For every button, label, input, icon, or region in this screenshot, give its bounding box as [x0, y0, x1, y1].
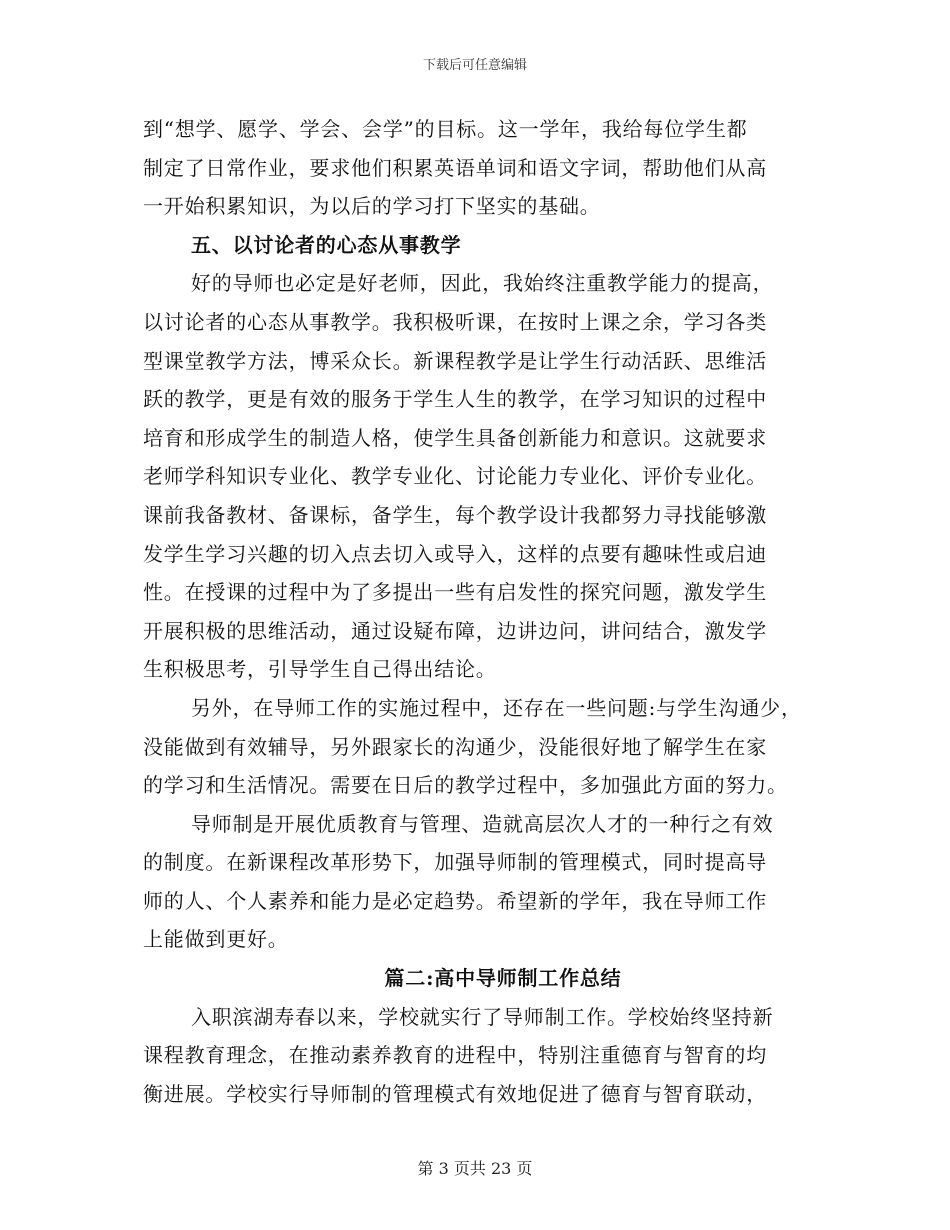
text-line: 培育和形成学生的制造人格，使学生具备创新能力和意识。这就要求 — [143, 425, 767, 450]
text-line: 课前我备教材、备课标，备学生，每个教学设计我都努力寻找能够激 — [143, 502, 767, 527]
text-line: 生积极思考，引导学生自己得出结论。 — [143, 657, 497, 682]
section-heading: 五、以讨论者的心态从事教学 — [191, 232, 462, 257]
text-line: 到“想学、愿学、学会、会学”的目标。这一学年，我给每位学生都 — [143, 117, 748, 141]
text-line: 导师制是开展优质教育与管理、造就高层次人才的一种行之有效 — [191, 811, 774, 836]
text-line: 好的导师也必定是好老师，因此，我始终注重教学能力的提高， — [191, 271, 774, 296]
text-line: 跃的教学，更是有效的服务于学生人生的教学，在学习知识的过程中 — [143, 387, 767, 412]
text-line: 开展积极的思维活动，通过设疑布障，边讲边问，讲问结合，激发学 — [143, 618, 767, 643]
page-header: 下载后可任意编辑 — [422, 58, 527, 73]
text-line: 型课堂教学方法，博采众长。新课程教学是让学生行动活跃、思维活 — [143, 348, 767, 373]
text-line: 一开始积累知识，为以后的学习打下坚实的基础。 — [143, 194, 601, 219]
text-line: 课程教育理念，在推动素养教育的进程中，特别注重德育与智育的均 — [143, 1043, 767, 1068]
section-title: 篇二:高中导师制工作总结 — [384, 966, 622, 991]
text-line: 的学习和生活情况。需要在日后的教学过程中，多加强此方面的努力。 — [143, 773, 788, 798]
text-line: 师的人、个人素养和能力是必定趋势。希望新的学年，我在导师工作 — [143, 888, 767, 913]
text-line: 入职滨湖寿春以来，学校就实行了导师制工作。学校始终坚持新 — [191, 1004, 774, 1029]
text-line: 性。在授课的过程中为了多提出一些有启发性的探究问题，激发学生 — [143, 580, 767, 605]
text-line: 的制度。在新课程改革形势下，加强导师制的管理模式，同时提高导 — [143, 850, 767, 875]
document-body — [143, 110, 823, 1113]
text-line: 发学生学习兴趣的切入点去切入或导入，这样的点要有趣味性或启迪 — [143, 541, 767, 566]
text-line: 制定了日常作业，要求他们积累英语单词和语文字词，帮助他们从高 — [143, 155, 767, 180]
text-line: 以讨论者的心态从事教学。我积极听课，在按时上课之余，学习各类 — [143, 309, 767, 334]
text-line: 另外，在导师工作的实施过程中，还存在一些问题:与学生沟通少， — [191, 695, 802, 720]
text-line: 没能做到有效辅导，另外跟家长的沟通少，没能很好地了解学生在家 — [143, 734, 767, 759]
text-line: 老师学科知识专业化、教学专业化、讨论能力专业化、评价专业化。 — [143, 464, 767, 489]
text-line: 上能做到更好。 — [143, 927, 289, 952]
text-line: 衡进展。学校实行导师制的管理模式有效地促进了德育与智育联动， — [143, 1081, 767, 1106]
page-footer: 第 3 页共 23 页 — [417, 1159, 533, 1178]
